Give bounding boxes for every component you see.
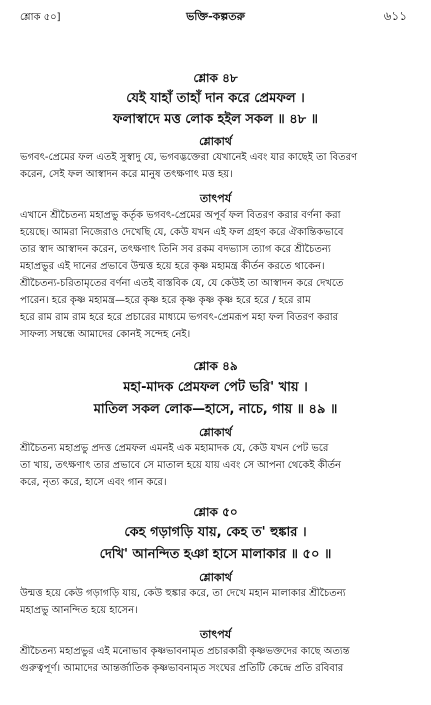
verse-50-line-1: কেহ গড়াগড়ি যায়, কেহ ত' হুঙ্কার । [124, 525, 307, 540]
purport-line: পারেন। হরে কৃষ্ণ মহামন্ত্র—হরে কৃষ্ণ হরে কৃষ্ণ কৃষ্ণ কৃষ্ণ হরে হরে / হরে রাম [20, 295, 311, 306]
purport-line: গুরুত্বপূর্ণ। আমাদের আন্তর্জাতিক কৃষ্ণভাবনামৃত সংঘের প্রতিটি কেন্দ্রে প্রতি রবিবার [20, 663, 344, 674]
verse-48-purport [20, 207, 412, 343]
verse-48-line-2: ফলাস্বাদে মত্ত লোক হইল সকল ॥ ৪৮ ॥ [113, 112, 318, 127]
running-header [0, 8, 431, 26]
verse-48-heading: শ্লোক ৪৮ [193, 71, 238, 85]
purport-line: সাফল্য সম্বন্ধে আমাদের কোনই সন্দেহ নেই। [20, 329, 191, 340]
verse-50-heading: শ্লোক ৫০ [193, 505, 238, 519]
translation-line: তা খায়, তৎক্ষণাৎ তার প্রভাবে সে মাতাল হয়ে যায় এবং সে আপনা থেকেই কীর্তন [20, 460, 342, 471]
verse-48-translation [20, 149, 412, 183]
purport-line: শ্রীচৈতন্য মহাপ্রভুর এই মনোভাব কৃষ্ণভাবনামৃত প্রচারকারী কৃষ্ণভক্তদের কাছে অত্যন্ত [20, 646, 350, 657]
translation-line: করে, নৃত্য করে, হাসে এবং গান করে। [20, 477, 167, 488]
purport-line: তার স্বাদ আস্বাদন করেন, তৎক্ষণাৎ তিনি সব রকম বদভ্যাস ত্যাগ করে শ্রীচৈতন্য [20, 244, 331, 255]
verse-49-line-2: মাতিল সকল লোক—হাসে, নাচে, গায় ॥ ৪৯ ॥ [93, 402, 338, 417]
verse-49-translation-label: শ্লোকার্থ [199, 426, 232, 439]
verse-48-purport-label: তাৎপর্য [199, 192, 232, 205]
page-number: ৬১১ [383, 9, 407, 23]
translation-line: ভগবৎ-প্রেমের ফল এতই সুস্বাদু যে, ভগবদ্ভক্তেরা যেখানেই এবং যার কাছেই তা বিতরণ [20, 152, 358, 163]
verse-50-line-2: দেখি' আনন্দিত হঞা হাসে মালাকার ॥ ৫০ ॥ [99, 547, 332, 562]
verse-48-line-1: যেই যাহাঁ তাহাঁ দান করে প্রেমফল । [126, 91, 305, 106]
verse-50-translation-label: শ্লোকার্থ [199, 571, 232, 584]
translation-line: মহাপ্রভু আনন্দিত হয়ে হাসেন। [20, 605, 138, 616]
header-verse-ref: শ্লোক ৫০] [20, 12, 61, 23]
verse-49-heading: শ্লোক ৪৯ [193, 359, 238, 373]
translation-line: শ্রীচৈতন্য মহাপ্রভু প্রদত্ত প্রেমফল এমনই এক মহামাদক যে, কেউ যখন পেট ভরে [20, 443, 329, 454]
verse-48-translation-label: শ্লোকার্থ [199, 135, 232, 148]
verse-49-translation [20, 440, 412, 491]
translation-line: উন্মত্ত হয়ে কেউ গড়াগড়ি যায়, কেউ হুঙ্কার করে, তা দেখে মহান মালাকার শ্রীচৈতন্য [20, 588, 346, 599]
verse-50-purport-label: তাৎপর্য [199, 628, 232, 641]
purport-line: মহাপ্রভুর এই দানের প্রভাবে উন্মত্ত হয়ে হরে কৃষ্ণ মহামন্ত্র কীর্তন করতে থাকেন। [20, 261, 325, 272]
verse-50-purport [20, 643, 412, 677]
translation-line: করেন, সেই ফল আস্বাদন করে মানুষ তৎক্ষণাৎ মত্ত হয়। [20, 169, 233, 180]
purport-line: এখানে শ্রীচৈতন্য মহাপ্রভু কর্তৃক ভগবৎ-প্রেমের অপূর্ব ফল বিতরণ করার বর্ণনা করা [20, 210, 341, 221]
purport-line: হয়েছে। আমরা নিজেরাও দেখেছি যে, কেউ যখন এই ফল গ্রহণ করে ঐকান্তিকভাবে [20, 227, 344, 238]
verse-50-translation [20, 585, 412, 619]
purport-line: হরে রাম রাম রাম হরে হরে প্রচারের মাধ্যমে ভগবৎ-প্রেমরূপ মহা ফল বিতরণ করার [20, 312, 339, 323]
verse-49-line-1: মহা-মাদক প্রেমফল পেট ভরি' খায় । [123, 380, 308, 395]
header-chapter-title: ভক্তি-কল্পতরু [186, 10, 245, 23]
purport-line: শ্রীচৈতন্য-চরিতামৃতের বর্ণনা এতই বাস্তবিক যে, যে কেউই তা আস্বাদন করে দেখতে [20, 278, 344, 289]
